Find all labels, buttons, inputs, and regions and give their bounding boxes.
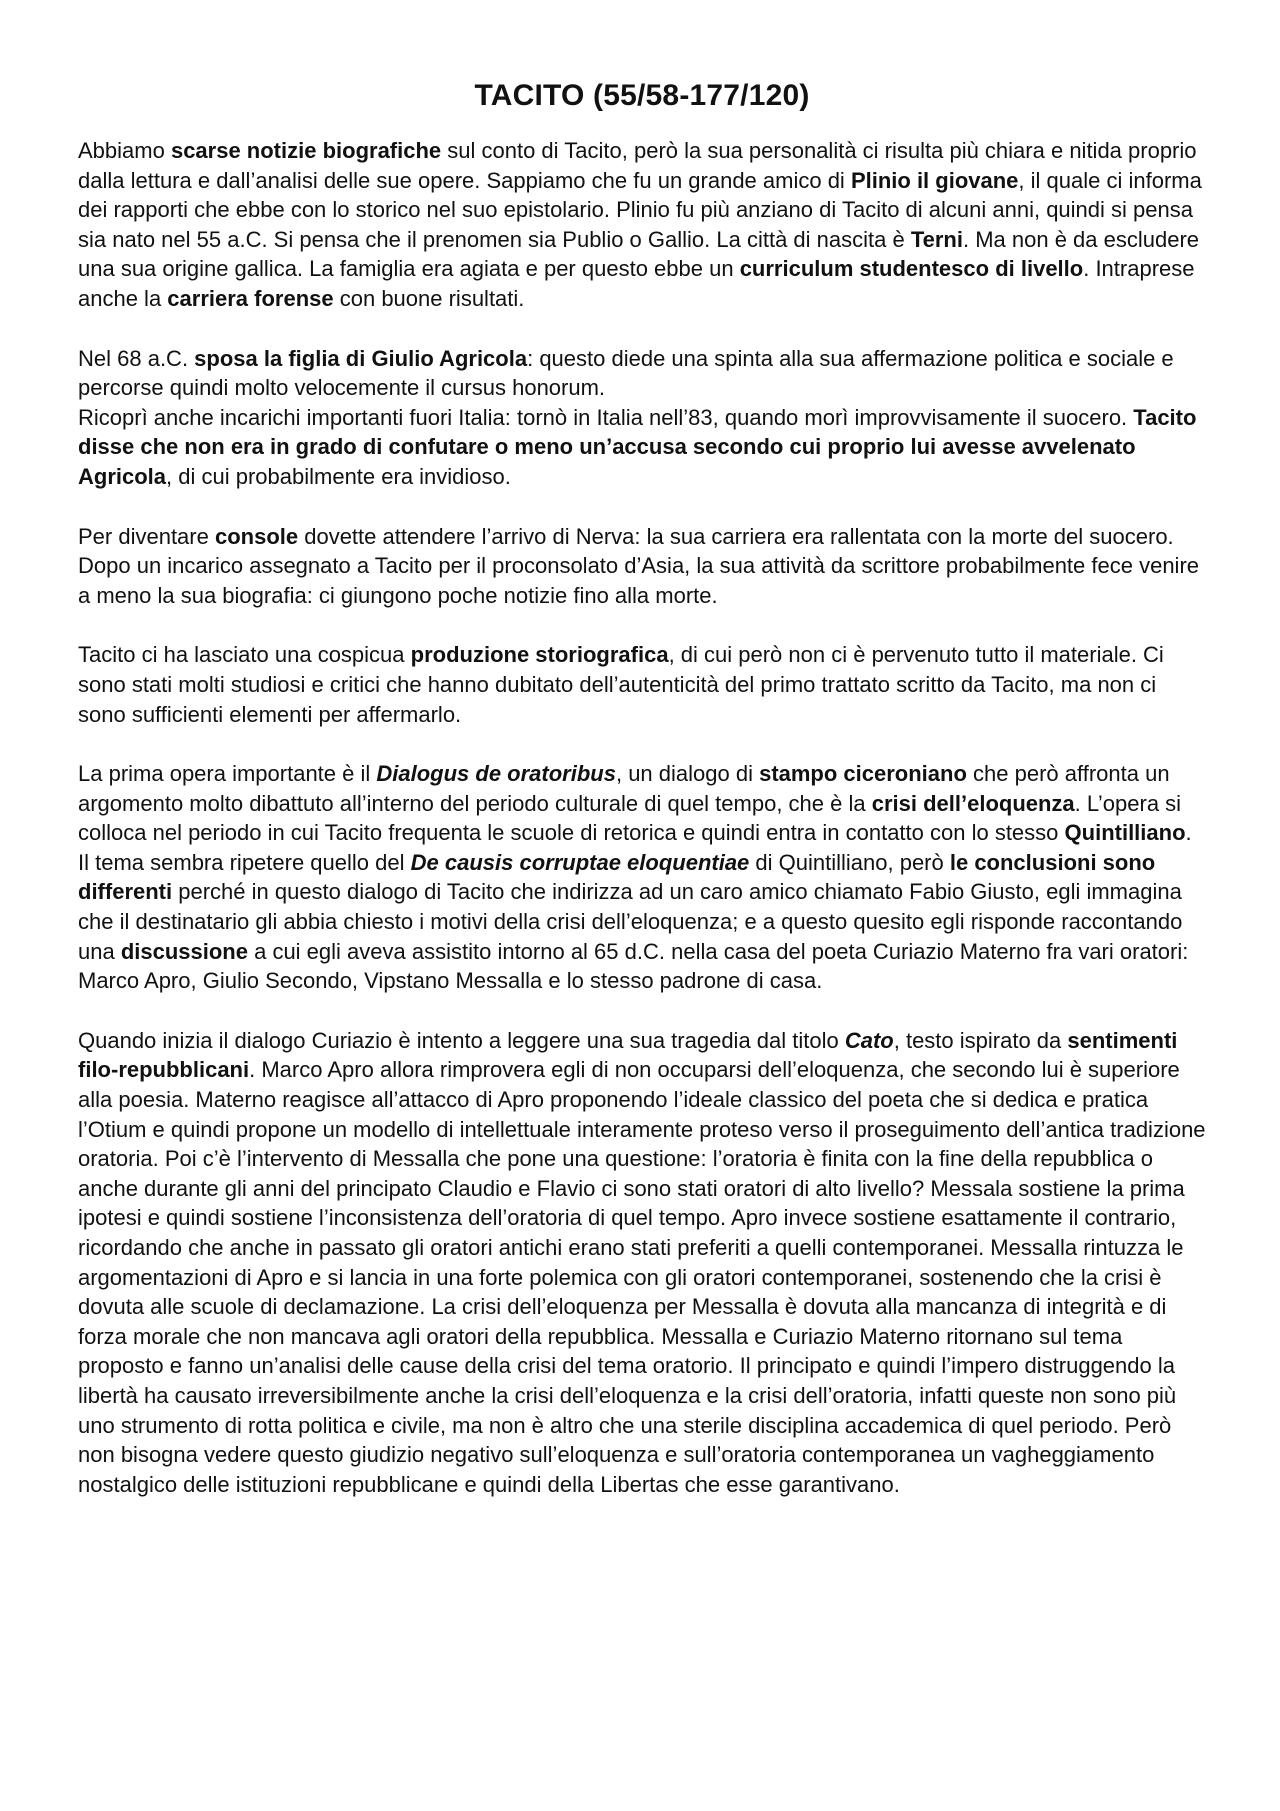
emphasis-text: Plinio il giovane: [850, 167, 1019, 193]
emphasis-text: crisi dell’eloquenza: [871, 790, 1075, 816]
paragraph-historiography: [78, 640, 1206, 729]
emphasis-text: produzione storiografica: [410, 642, 669, 668]
paragraph-biography: [78, 136, 1206, 314]
body-text: . L’opera si colloca nel periodo in cui Tacito frequenta le scuole di retorica e quindi entra in contatto con lo stesso: [78, 790, 1182, 846]
body-text: perché in questo dialogo di Tacito che indirizza ad un caro amico chiamato Fabio Giusto, egli immagina che il destinatario gli abbia chiesto i motivi della crisi dell’eloquenza; e a questo quesito egli risponde raccontando una: [78, 879, 1183, 964]
emphasis-text: sposa la figlia di Giulio Agricola: [194, 345, 528, 371]
paragraph-line: [78, 403, 1206, 492]
emphasis-text: stampo ciceroniano: [759, 761, 967, 787]
emphasis-text: Quintilliano: [1064, 820, 1186, 846]
emphasis-text: Terni: [910, 226, 963, 252]
body-text: con buone risultati.: [333, 285, 525, 311]
body-text: . Il tema sembra ripetere quello del: [78, 820, 1192, 875]
emphasis-text: carriera forense: [167, 285, 334, 311]
paragraph-line: [78, 344, 1206, 403]
body-text: , di cui però non ci è pervenuto tutto il materiale. Ci sono stati molti studiosi e critici che hanno dubitato dell’autenticità del primo trattato scritto da Tacito, ma non ci sono sufficienti elementi per affermarlo.: [78, 642, 1164, 727]
paragraph-marriage-career: [78, 344, 1206, 492]
body-text: Ricoprì anche incarichi importanti fuori Italia: tornò in Italia nell’83, quando morì improvvisamente il suocero.: [78, 404, 1134, 430]
body-text: che però affronta un argomento molto dibattuto all’interno del periodo culturale di quel tempo, che è la: [78, 761, 1170, 816]
body-text: Quando inizia il dialogo Curiazio è intento a leggere una sua tragedia dal titolo: [78, 1027, 845, 1053]
body-text: Per diventare: [78, 523, 215, 549]
body-text: . Ma non è da escludere una sua origine gallica. La famiglia era agiata e per questo ebbe un: [78, 226, 1200, 282]
body-text: , di cui probabilmente era invidioso.: [166, 463, 511, 489]
paragraph-consulship: [78, 522, 1206, 611]
body-text: . Marco Apro allora rimprovera egli di non occuparsi dell’eloquenza, che secondo lui è superiore alla poesia. Materno reagisce all’attacco di Apro proponendo l’ideale classico del poeta che si dedica e pratica l’Otium e quindi propone un modello di intellettuale interamente proteso verso il proseguimento dell’antica tradizione oratoria. Poi c’è l’intervento di Messalla che pone una questione: l’oratoria è finita con la fine della repubblica o anche durante gli anni del principato Claudio e Flavio ci sono stati oratori di alto livello? Messala sostiene la prima ipotesi e quindi sostiene l’inconsistenza dell’oratoria di quel tempo. Apro invece sostiene esattamente il contrario, ricordando che anche in passato gli oratori antichi erano stati preferiti a quelli contemporanei. Messalla rintuzza le argomentazioni di Apro e si lancia in una forte polemica con gli oratori contemporanei, sostenendo che la crisi è dovuta alle scuole di declamazione. La crisi dell’eloquenza per Messalla è dovuta alla mancanza di integrità e di forza morale che non mancava agli oratori della repubblica. Messalla e Curiazio Materno ritornano sul tema proposto e fanno un’analisi delle cause della crisi del tema oratorio. Il principato e quindi l’impero distruggendo la libertà ha causato irreversibilmente anche la crisi dell’eloquenza e la crisi dell’oratoria, infatti queste non sono più uno strumento di rotta politica e civile, ma non è altro che una sterile disciplina accademica di quel periodo. Però non bisogna vedere questo giudizio negativo sull’eloquenza e sull’oratoria contemporanea un vagheggiamento nostalgico delle istituzioni repubblicane e quindi della Libertas che esse garantivano.: [78, 1057, 1206, 1497]
body-text: , testo ispirato da: [893, 1027, 1068, 1053]
paragraph-line: [78, 522, 1206, 552]
emphasis-text: curriculum studentesco di livello: [739, 256, 1084, 282]
paragraph-dialogue-summary: [78, 1026, 1206, 1500]
body-text: , il quale ci informa dei rapporti che ebbe con lo storico nel suo epistolario. Plinio fu più anziano di Tacito di alcuni anni, quindi si pensa sia nato nel 55 a.C. Si pensa che il prenomen sia Publio o Gallio. La città di nascita è: [78, 167, 1202, 252]
body-text: Dopo un incarico assegnato a Tacito per il proconsolato d’Asia, la sua attività da scrittore probabilmente fece venire a meno la sua biografia: ci giungono poche notizie fino alla morte.: [78, 553, 1200, 608]
emphasis-text: Cato: [844, 1027, 894, 1053]
body-text: Abbiamo: [78, 138, 171, 163]
emphasis-text: Dialogus de oratoribus: [376, 761, 616, 787]
body-text: Tacito ci ha lasciato una cospicua: [78, 642, 411, 668]
paragraph-dialogus: [78, 759, 1206, 996]
paragraph-line: [78, 551, 1206, 610]
page-title: TACITO (55/58-177/120): [474, 79, 810, 112]
emphasis-text: De causis corruptae eloquentiae: [410, 849, 750, 875]
body-text: di Quintilliano, però: [749, 849, 950, 875]
emphasis-text: discussione: [120, 938, 248, 964]
emphasis-text: sentimenti filo-repubblicani: [78, 1027, 1178, 1083]
emphasis-text: scarse notizie biografiche: [170, 138, 442, 163]
body-text: Nel 68 a.C.: [78, 345, 195, 371]
emphasis-text: console: [214, 523, 299, 549]
body-text: La prima opera importante è il: [78, 761, 377, 787]
emphasis-text: Tacito disse che non era in grado di confutare o meno un’accusa secondo cui proprio lui avesse avvelenato Agricola: [78, 404, 1197, 489]
body-text: sul conto di Tacito, però la sua personalità ci risulta più chiara e nitida proprio dalla lettura e dall’analisi delle sue opere. Sappiamo che fu un grande amico di: [78, 138, 1197, 193]
body-text: . Intraprese anche la: [78, 256, 1195, 311]
body-text: dovette attendere l’arrivo di Nerva: la sua carriera era rallentata con la morte del suocero.: [298, 523, 1174, 549]
body-text: : questo diede una spinta alla sua affermazione politica e sociale e percorse quindi molto velocemente il cursus honorum.: [78, 345, 1174, 401]
body-text: a cui egli aveva assistito intorno al 65 d.C. nella casa del poeta Curiazio Materno fra vari oratori: Marco Apro, Giulio Secondo, Vipstano Messalla e lo stesso padrone di casa.: [78, 938, 1189, 994]
body-text: , un dialogo di: [615, 761, 760, 787]
emphasis-text: le conclusioni sono differenti: [78, 849, 1156, 905]
